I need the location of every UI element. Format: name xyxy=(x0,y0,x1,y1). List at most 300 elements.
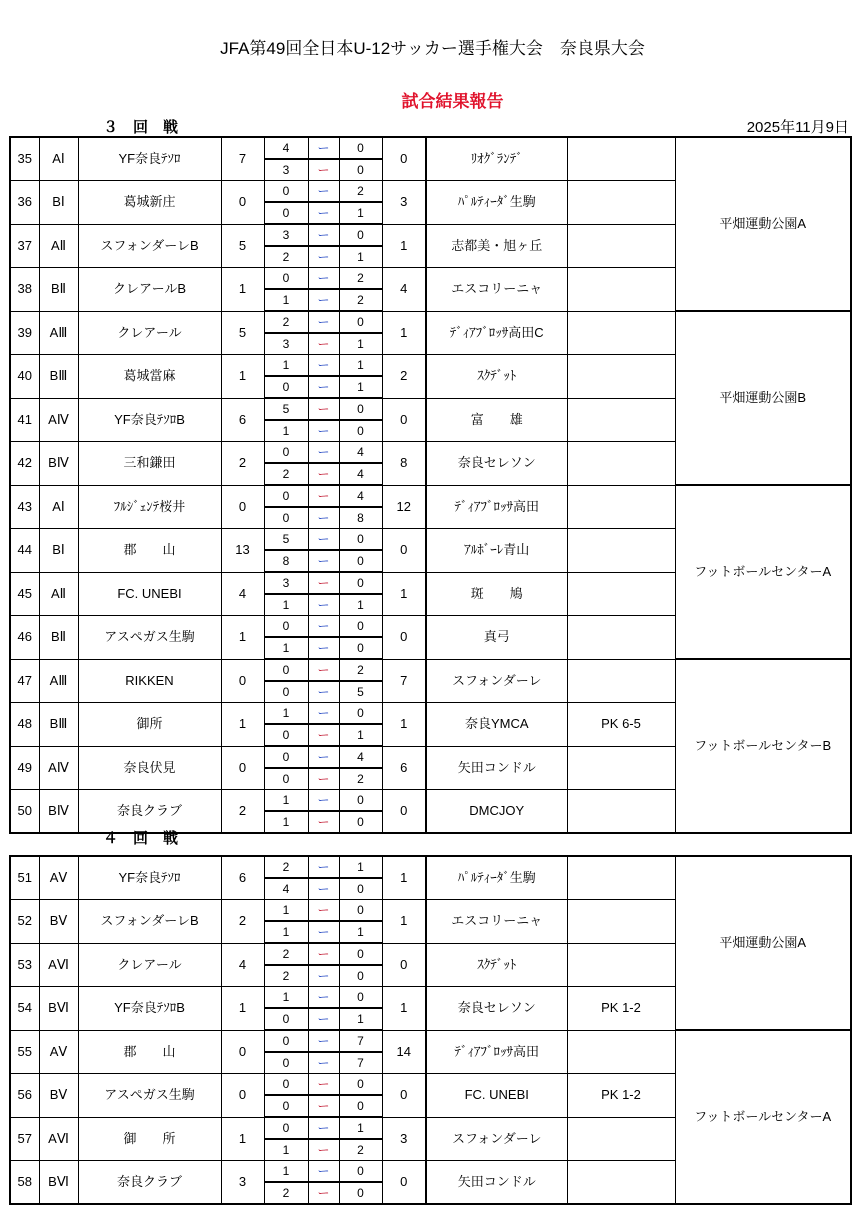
first-half-dash: ー xyxy=(308,746,339,768)
second-half-away: 2 xyxy=(339,289,382,311)
home-total-score: 2 xyxy=(221,442,264,486)
home-total-score: 5 xyxy=(221,224,264,268)
round-3-label: ３ 回 戦 xyxy=(103,119,179,136)
match-number: 55 xyxy=(10,1030,39,1074)
note xyxy=(567,442,675,486)
first-half-away: 0 xyxy=(339,943,382,965)
home-team: FC. UNEBI xyxy=(78,572,221,616)
first-half-home: 1 xyxy=(264,1161,308,1183)
venue: 平畑運動公園B xyxy=(675,311,851,485)
match-number: 48 xyxy=(10,703,39,747)
away-team: ﾃﾞｨｱﾌﾞﾛｯｻ高田C xyxy=(426,311,567,355)
away-team: 奈良セレソン xyxy=(426,442,567,486)
block-label: AⅡ xyxy=(39,224,78,268)
first-half-dash: ー xyxy=(308,398,339,420)
second-half-home: 1 xyxy=(264,594,308,616)
home-total-score: 1 xyxy=(221,268,264,312)
match-number: 40 xyxy=(10,355,39,399)
first-half-dash: ー xyxy=(308,1161,339,1183)
first-half-home: 0 xyxy=(264,1030,308,1052)
second-half-home: 1 xyxy=(264,637,308,659)
first-half-dash: ー xyxy=(308,703,339,725)
first-half-away: 0 xyxy=(339,137,382,159)
away-total-score: 2 xyxy=(382,355,426,399)
note xyxy=(567,355,675,399)
second-half-away: 1 xyxy=(339,246,382,268)
away-total-score: 0 xyxy=(382,529,426,573)
away-team: スフォンダーレ xyxy=(426,659,567,703)
first-half-home: 5 xyxy=(264,398,308,420)
away-team: ﾘｵｸﾞﾗﾝﾃﾞ xyxy=(426,137,567,181)
second-half-dash: ー xyxy=(308,681,339,703)
note xyxy=(567,485,675,529)
second-half-dash: ー xyxy=(308,921,339,943)
second-half-home: 1 xyxy=(264,289,308,311)
first-half-dash: ー xyxy=(308,790,339,812)
block-label: AⅣ xyxy=(39,746,78,790)
second-half-home: 0 xyxy=(264,681,308,703)
first-half-dash: ー xyxy=(308,485,339,507)
first-half-dash: ー xyxy=(308,659,339,681)
match-number: 58 xyxy=(10,1161,39,1205)
first-half-away: 0 xyxy=(339,311,382,333)
away-total-score: 0 xyxy=(382,398,426,442)
second-half-away: 1 xyxy=(339,724,382,746)
home-total-score: 1 xyxy=(221,616,264,660)
first-half-dash: ー xyxy=(308,856,339,878)
block-label: BⅣ xyxy=(39,790,78,834)
away-team: DMCJOY xyxy=(426,790,567,834)
second-half-away: 4 xyxy=(339,463,382,485)
first-half-dash: ー xyxy=(308,900,339,922)
second-half-dash: ー xyxy=(308,289,339,311)
note: PK 1-2 xyxy=(567,987,675,1031)
note xyxy=(567,746,675,790)
first-half-dash: ー xyxy=(308,355,339,377)
first-half-home: 0 xyxy=(264,268,308,290)
first-half-dash: ー xyxy=(308,943,339,965)
first-half-dash: ー xyxy=(308,181,339,203)
round-3-results-table xyxy=(9,136,852,834)
first-half-away: 0 xyxy=(339,1074,382,1096)
match-row xyxy=(10,1030,851,1052)
match-number: 49 xyxy=(10,746,39,790)
first-half-dash: ー xyxy=(308,616,339,638)
away-team: ｽｸﾃﾞｯﾄ xyxy=(426,355,567,399)
venue: 平畑運動公園A xyxy=(675,137,851,311)
home-team: 奈良クラブ xyxy=(78,790,221,834)
second-half-away: 1 xyxy=(339,921,382,943)
match-number: 52 xyxy=(10,900,39,944)
note xyxy=(567,572,675,616)
first-half-home: 1 xyxy=(264,987,308,1009)
second-half-home: 3 xyxy=(264,333,308,355)
first-half-home: 0 xyxy=(264,485,308,507)
match-number: 53 xyxy=(10,943,39,987)
away-team: エスコリーニャ xyxy=(426,268,567,312)
away-team: ﾃﾞｨｱﾌﾞﾛｯｻ高田 xyxy=(426,1030,567,1074)
second-half-home: 1 xyxy=(264,811,308,833)
second-half-dash: ー xyxy=(308,246,339,268)
second-half-dash: ー xyxy=(308,637,339,659)
first-half-away: 2 xyxy=(339,181,382,203)
first-half-home: 3 xyxy=(264,572,308,594)
note xyxy=(567,1030,675,1074)
second-half-home: 0 xyxy=(264,507,308,529)
block-label: BⅤ xyxy=(39,1074,78,1118)
home-team: スフォンダーレB xyxy=(78,900,221,944)
home-total-score: 13 xyxy=(221,529,264,573)
home-team: YF奈良ﾃｿﾛ xyxy=(78,137,221,181)
note xyxy=(567,1161,675,1205)
second-half-dash: ー xyxy=(308,376,339,398)
block-label: BⅢ xyxy=(39,355,78,399)
second-half-away: 1 xyxy=(339,1008,382,1030)
away-total-score: 12 xyxy=(382,485,426,529)
home-total-score: 2 xyxy=(221,790,264,834)
home-team: クレアール xyxy=(78,943,221,987)
home-team: 郡 山 xyxy=(78,529,221,573)
second-half-home: 0 xyxy=(264,1008,308,1030)
home-total-score: 1 xyxy=(221,703,264,747)
first-half-dash: ー xyxy=(308,1074,339,1096)
second-half-home: 1 xyxy=(264,1139,308,1161)
second-half-home: 1 xyxy=(264,420,308,442)
block-label: AⅠ xyxy=(39,137,78,181)
home-total-score: 2 xyxy=(221,900,264,944)
second-half-away: 0 xyxy=(339,550,382,572)
first-half-away: 7 xyxy=(339,1030,382,1052)
away-team: ｱﾙﾎﾞｰﾚ青山 xyxy=(426,529,567,573)
home-total-score: 6 xyxy=(221,856,264,900)
block-label: BⅥ xyxy=(39,1161,78,1205)
block-label: AⅣ xyxy=(39,398,78,442)
note xyxy=(567,224,675,268)
match-number: 35 xyxy=(10,137,39,181)
venue: 平畑運動公園A xyxy=(675,856,851,1030)
round-4-label: ４ 回 戦 xyxy=(103,830,179,847)
away-total-score: 0 xyxy=(382,1074,426,1118)
second-half-away: 1 xyxy=(339,333,382,355)
second-half-away: 0 xyxy=(339,1095,382,1117)
first-half-home: 0 xyxy=(264,1074,308,1096)
block-label: AⅢ xyxy=(39,311,78,355)
first-half-away: 0 xyxy=(339,224,382,246)
match-row xyxy=(10,659,851,681)
match-number: 42 xyxy=(10,442,39,486)
note: PK 6-5 xyxy=(567,703,675,747)
second-half-dash: ー xyxy=(308,878,339,900)
match-number: 44 xyxy=(10,529,39,573)
block-label: BⅢ xyxy=(39,703,78,747)
home-team: 葛城當麻 xyxy=(78,355,221,399)
first-half-away: 4 xyxy=(339,746,382,768)
first-half-away: 2 xyxy=(339,268,382,290)
first-half-dash: ー xyxy=(308,268,339,290)
note xyxy=(567,529,675,573)
home-team: YF奈良ﾃｿﾛB xyxy=(78,987,221,1031)
away-total-score: 1 xyxy=(382,572,426,616)
home-team: 御所 xyxy=(78,703,221,747)
note xyxy=(567,268,675,312)
first-half-away: 0 xyxy=(339,703,382,725)
first-half-home: 1 xyxy=(264,790,308,812)
block-label: AⅤ xyxy=(39,1030,78,1074)
venue: フットボールセンターA xyxy=(675,1030,851,1204)
away-team: ｽｸﾃﾞｯﾄ xyxy=(426,943,567,987)
home-team: YF奈良ﾃｿﾛ xyxy=(78,856,221,900)
home-total-score: 3 xyxy=(221,1161,264,1205)
first-half-dash: ー xyxy=(308,529,339,551)
block-label: BⅠ xyxy=(39,529,78,573)
second-half-away: 5 xyxy=(339,681,382,703)
first-half-dash: ー xyxy=(308,311,339,333)
home-team: YF奈良ﾃｿﾛB xyxy=(78,398,221,442)
block-label: BⅥ xyxy=(39,987,78,1031)
block-label: BⅤ xyxy=(39,900,78,944)
second-half-dash: ー xyxy=(308,507,339,529)
first-half-dash: ー xyxy=(308,442,339,464)
home-total-score: 7 xyxy=(221,137,264,181)
first-half-away: 1 xyxy=(339,1117,382,1139)
second-half-home: 2 xyxy=(264,246,308,268)
away-total-score: 3 xyxy=(382,1117,426,1161)
second-half-home: 0 xyxy=(264,724,308,746)
first-half-away: 0 xyxy=(339,529,382,551)
away-total-score: 1 xyxy=(382,900,426,944)
home-team: RIKKEN xyxy=(78,659,221,703)
second-half-home: 4 xyxy=(264,878,308,900)
away-total-score: 1 xyxy=(382,856,426,900)
second-half-home: 0 xyxy=(264,768,308,790)
match-number: 45 xyxy=(10,572,39,616)
block-label: AⅡ xyxy=(39,572,78,616)
second-half-dash: ー xyxy=(308,333,339,355)
match-number: 39 xyxy=(10,311,39,355)
first-half-home: 0 xyxy=(264,746,308,768)
second-half-dash: ー xyxy=(308,724,339,746)
away-team: 矢田コンドル xyxy=(426,1161,567,1205)
second-half-dash: ー xyxy=(308,159,339,181)
first-half-dash: ー xyxy=(308,572,339,594)
match-row xyxy=(10,856,851,878)
away-team: FC. UNEBI xyxy=(426,1074,567,1118)
home-team: アスペガス生駒 xyxy=(78,616,221,660)
first-half-home: 0 xyxy=(264,616,308,638)
first-half-away: 0 xyxy=(339,790,382,812)
second-half-dash: ー xyxy=(308,1095,339,1117)
away-team: 奈良セレソン xyxy=(426,987,567,1031)
first-half-away: 0 xyxy=(339,900,382,922)
second-half-home: 3 xyxy=(264,159,308,181)
first-half-away: 0 xyxy=(339,572,382,594)
note xyxy=(567,181,675,225)
match-number: 51 xyxy=(10,856,39,900)
second-half-away: 0 xyxy=(339,878,382,900)
away-total-score: 0 xyxy=(382,616,426,660)
second-half-away: 7 xyxy=(339,1052,382,1074)
home-total-score: 0 xyxy=(221,1074,264,1118)
home-team: クレアール xyxy=(78,311,221,355)
note xyxy=(567,856,675,900)
home-team: 奈良伏見 xyxy=(78,746,221,790)
home-team: 奈良クラブ xyxy=(78,1161,221,1205)
home-team: 三和鎌田 xyxy=(78,442,221,486)
first-half-home: 1 xyxy=(264,900,308,922)
second-half-home: 0 xyxy=(264,202,308,224)
away-total-score: 0 xyxy=(382,137,426,181)
note xyxy=(567,616,675,660)
first-half-home: 0 xyxy=(264,181,308,203)
block-label: AⅠ xyxy=(39,485,78,529)
venue: フットボールセンターB xyxy=(675,659,851,833)
second-half-home: 1 xyxy=(264,921,308,943)
match-row xyxy=(10,137,851,159)
home-total-score: 0 xyxy=(221,659,264,703)
home-team: ﾌﾙｼﾞｪﾝﾃ桜井 xyxy=(78,485,221,529)
away-team: 真弓 xyxy=(426,616,567,660)
venue: フットボールセンターA xyxy=(675,485,851,659)
second-half-home: 0 xyxy=(264,1095,308,1117)
away-team: 斑 鳩 xyxy=(426,572,567,616)
note xyxy=(567,311,675,355)
match-number: 43 xyxy=(10,485,39,529)
home-total-score: 1 xyxy=(221,355,264,399)
second-half-away: 2 xyxy=(339,768,382,790)
second-half-away: 2 xyxy=(339,1139,382,1161)
match-number: 50 xyxy=(10,790,39,834)
note xyxy=(567,900,675,944)
second-half-home: 0 xyxy=(264,376,308,398)
home-total-score: 0 xyxy=(221,485,264,529)
match-number: 37 xyxy=(10,224,39,268)
home-total-score: 0 xyxy=(221,181,264,225)
away-team: 志都美・旭ヶ丘 xyxy=(426,224,567,268)
home-total-score: 0 xyxy=(221,746,264,790)
second-half-home: 2 xyxy=(264,463,308,485)
second-half-dash: ー xyxy=(308,1182,339,1204)
home-team: アスペガス生駒 xyxy=(78,1074,221,1118)
away-team: ﾃﾞｨｱﾌﾞﾛｯｻ高田 xyxy=(426,485,567,529)
second-half-away: 0 xyxy=(339,1182,382,1204)
first-half-away: 4 xyxy=(339,485,382,507)
first-half-away: 0 xyxy=(339,398,382,420)
away-team: ﾊﾟﾙﾃｨｰﾀﾞ生駒 xyxy=(426,181,567,225)
second-half-away: 0 xyxy=(339,637,382,659)
second-half-dash: ー xyxy=(308,1139,339,1161)
note xyxy=(567,659,675,703)
match-number: 56 xyxy=(10,1074,39,1118)
first-half-dash: ー xyxy=(308,1117,339,1139)
match-number: 46 xyxy=(10,616,39,660)
home-total-score: 4 xyxy=(221,572,264,616)
home-team: 郡 山 xyxy=(78,1030,221,1074)
second-half-dash: ー xyxy=(308,420,339,442)
away-team: 富 雄 xyxy=(426,398,567,442)
match-number: 36 xyxy=(10,181,39,225)
away-total-score: 1 xyxy=(382,311,426,355)
away-total-score: 0 xyxy=(382,943,426,987)
second-half-dash: ー xyxy=(308,768,339,790)
away-total-score: 0 xyxy=(382,790,426,834)
away-total-score: 0 xyxy=(382,1161,426,1205)
home-team: 御 所 xyxy=(78,1117,221,1161)
first-half-home: 2 xyxy=(264,856,308,878)
away-team: ﾊﾟﾙﾃｨｰﾀﾞ生駒 xyxy=(426,856,567,900)
second-half-away: 0 xyxy=(339,159,382,181)
away-team: エスコリーニャ xyxy=(426,900,567,944)
match-row xyxy=(10,485,851,507)
second-half-away: 0 xyxy=(339,420,382,442)
home-total-score: 1 xyxy=(221,1117,264,1161)
first-half-dash: ー xyxy=(308,224,339,246)
first-half-home: 0 xyxy=(264,442,308,464)
block-label: BⅡ xyxy=(39,616,78,660)
second-half-away: 8 xyxy=(339,507,382,529)
second-half-away: 0 xyxy=(339,965,382,987)
first-half-home: 2 xyxy=(264,943,308,965)
second-half-home: 0 xyxy=(264,1052,308,1074)
home-team: スフォンダーレB xyxy=(78,224,221,268)
second-half-dash: ー xyxy=(308,463,339,485)
note xyxy=(567,1117,675,1161)
match-number: 41 xyxy=(10,398,39,442)
away-total-score: 7 xyxy=(382,659,426,703)
second-half-away: 1 xyxy=(339,594,382,616)
match-number: 47 xyxy=(10,659,39,703)
match-date: 2025年11月9日 xyxy=(746,119,849,136)
block-label: AⅥ xyxy=(39,1117,78,1161)
second-half-dash: ー xyxy=(308,550,339,572)
away-total-score: 4 xyxy=(382,268,426,312)
first-half-home: 0 xyxy=(264,659,308,681)
first-half-home: 2 xyxy=(264,311,308,333)
first-half-dash: ー xyxy=(308,137,339,159)
second-half-dash: ー xyxy=(308,1008,339,1030)
first-half-away: 1 xyxy=(339,856,382,878)
second-half-away: 1 xyxy=(339,202,382,224)
away-team: 奈良YMCA xyxy=(426,703,567,747)
away-total-score: 1 xyxy=(382,703,426,747)
home-total-score: 5 xyxy=(221,311,264,355)
block-label: AⅢ xyxy=(39,659,78,703)
away-total-score: 3 xyxy=(382,181,426,225)
second-half-home: 2 xyxy=(264,965,308,987)
report-subtitle: 試合結果報告 xyxy=(401,92,504,111)
home-total-score: 6 xyxy=(221,398,264,442)
second-half-dash: ー xyxy=(308,594,339,616)
second-half-away: 1 xyxy=(339,376,382,398)
first-half-home: 1 xyxy=(264,355,308,377)
document-title: JFA第49回全日本U-12サッカー選手権大会 奈良県大会 xyxy=(220,39,645,58)
home-total-score: 0 xyxy=(221,1030,264,1074)
first-half-home: 3 xyxy=(264,224,308,246)
first-half-away: 4 xyxy=(339,442,382,464)
first-half-away: 0 xyxy=(339,616,382,638)
first-half-away: 1 xyxy=(339,355,382,377)
block-label: BⅣ xyxy=(39,442,78,486)
second-half-home: 8 xyxy=(264,550,308,572)
away-team: スフォンダーレ xyxy=(426,1117,567,1161)
match-number: 38 xyxy=(10,268,39,312)
away-total-score: 1 xyxy=(382,224,426,268)
first-half-home: 4 xyxy=(264,137,308,159)
block-label: BⅠ xyxy=(39,181,78,225)
block-label: AⅤ xyxy=(39,856,78,900)
note xyxy=(567,943,675,987)
first-half-dash: ー xyxy=(308,987,339,1009)
first-half-away: 2 xyxy=(339,659,382,681)
